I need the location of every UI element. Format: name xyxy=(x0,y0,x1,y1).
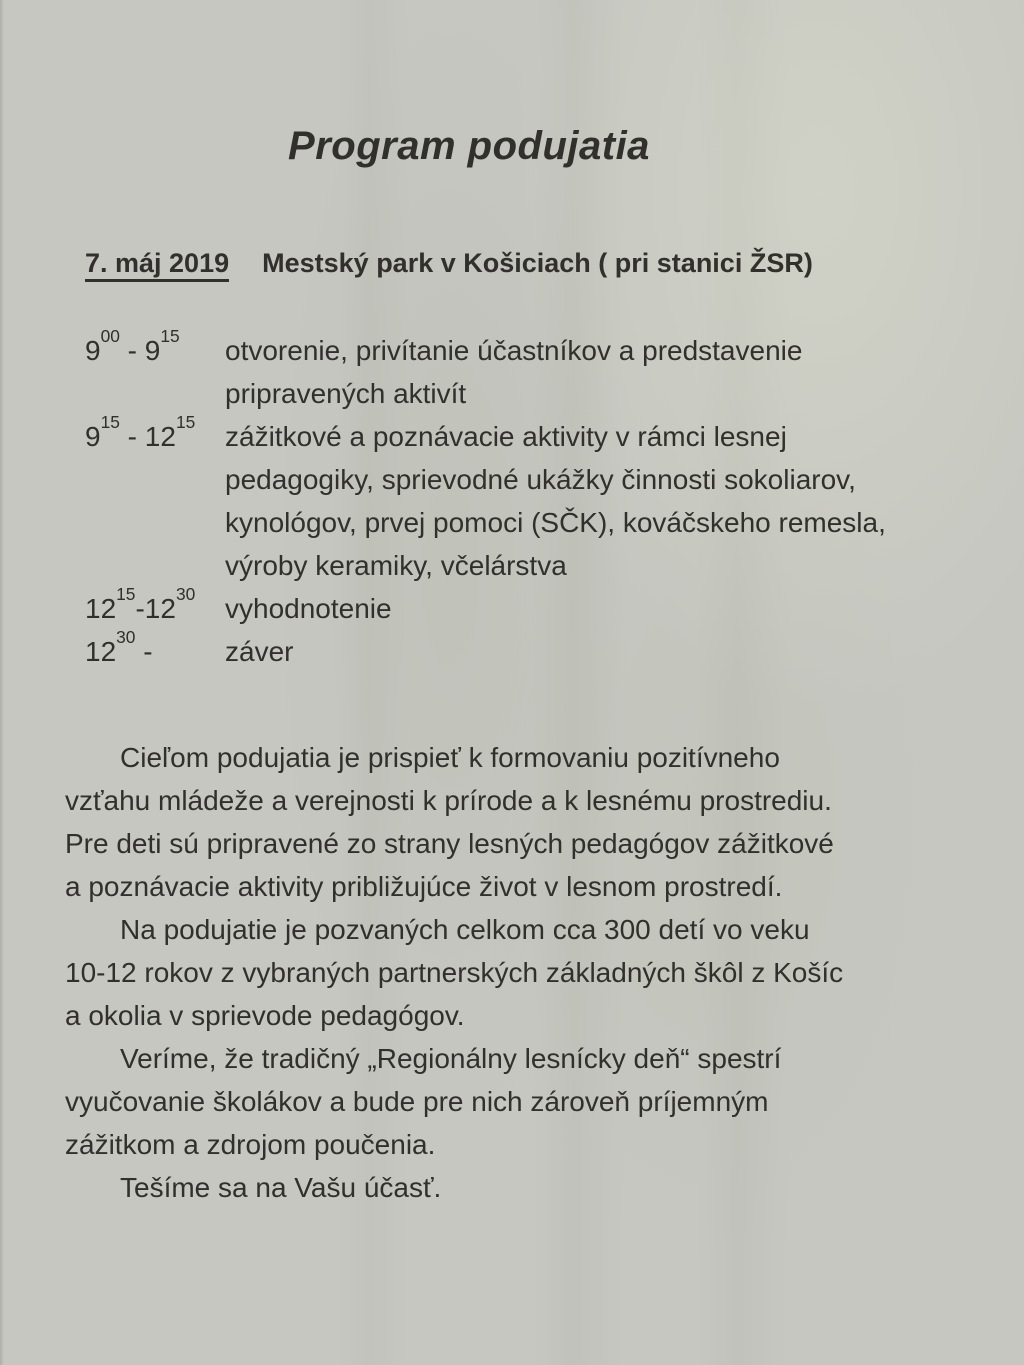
paragraph xyxy=(65,736,964,908)
schedule-desc-line: výroby keramiky, včelárstva xyxy=(225,550,567,581)
event-location: Mestský park v Košiciach ( pri stanici ŽSR) xyxy=(262,248,813,278)
schedule-desc-line: kynológov, prvej pomoci (SČK), kováčskeho remesla, xyxy=(225,507,886,538)
time-start: 12 xyxy=(85,636,117,667)
time-start-minutes: 15 xyxy=(116,584,136,605)
schedule-description xyxy=(225,329,1024,415)
schedule-desc-line: pedagogiky, sprievodné ukážky činnosti sokoliarov, xyxy=(225,464,856,495)
body-text xyxy=(65,736,964,1209)
time-start-minutes: 00 xyxy=(100,326,120,347)
time-start: 12 xyxy=(85,593,117,624)
body-line: 10-12 rokov z vybraných partnerských základných škôl z Košíc xyxy=(65,957,844,988)
time-end-minutes: 15 xyxy=(175,412,196,433)
schedule-description xyxy=(225,630,1024,673)
schedule-desc-line: pripravených aktivít xyxy=(225,378,467,409)
time-separator: - xyxy=(119,335,145,366)
body-line: Veríme, že tradičný „Regionálny lesnícky deň“ spestrí xyxy=(120,1043,782,1074)
time-end: 12 xyxy=(144,593,176,624)
schedule-row xyxy=(85,412,1024,587)
schedule-row xyxy=(85,627,1024,673)
schedule-description xyxy=(225,415,1024,587)
body-line: zážitkom a zdrojom poučenia. xyxy=(65,1129,436,1160)
body-line: Na podujatie je pozvaných celkom cca 300 detí vo veku xyxy=(120,914,810,945)
schedule-desc-line: vyhodnotenie xyxy=(225,593,392,624)
time-end: 9 xyxy=(144,335,161,366)
time-separator: - xyxy=(119,421,145,452)
paragraph xyxy=(65,1166,964,1209)
schedule-desc-line: zážitkové a poznávacie aktivity v rámci lesnej xyxy=(225,421,787,452)
page-title: Program podujatia xyxy=(288,124,650,168)
date-location-line xyxy=(85,248,1024,279)
time-separator: - xyxy=(135,593,145,624)
schedule-row xyxy=(85,584,1024,630)
paragraph xyxy=(65,1037,964,1166)
schedule-time xyxy=(85,627,225,673)
body-line: Pre deti sú pripravené zo strany lesných pedagógov zážitkové xyxy=(65,828,834,859)
event-date: 7. máj 2019 xyxy=(85,248,229,282)
schedule-desc-line: otvorenie, privítanie účastníkov a predstavenie xyxy=(225,335,803,366)
schedule-desc-line: záver xyxy=(225,636,294,667)
schedule-row xyxy=(85,326,1024,415)
schedule-time xyxy=(85,326,225,372)
body-line: a okolia v sprievode pedagógov. xyxy=(65,1000,465,1031)
time-end-minutes: 30 xyxy=(175,584,196,605)
schedule-list xyxy=(85,326,1024,673)
time-separator: - xyxy=(135,636,153,667)
time-start-minutes: 30 xyxy=(116,627,136,648)
schedule-description xyxy=(225,587,1024,630)
body-line: Tešíme sa na Vašu účasť. xyxy=(120,1172,442,1203)
time-start-minutes: 15 xyxy=(100,412,120,433)
paragraph xyxy=(65,908,964,1037)
body-line: vzťahu mládeže a verejnosti k prírode a k lesnému prostrediu. xyxy=(65,785,832,816)
time-end-minutes: 15 xyxy=(160,326,180,347)
schedule-time xyxy=(85,412,225,458)
time-start: 9 xyxy=(85,335,101,366)
time-end: 12 xyxy=(144,421,176,452)
body-line: vyučovanie školákov a bude pre nich zároveň príjemným xyxy=(65,1086,769,1117)
body-line: Cieľom podujatia je prispieť k formovaniu pozitívneho xyxy=(120,742,780,773)
body-line: a poznávacie aktivity približujúce život v lesnom prostredí. xyxy=(65,871,783,902)
time-start: 9 xyxy=(85,421,101,452)
schedule-time xyxy=(85,584,225,630)
